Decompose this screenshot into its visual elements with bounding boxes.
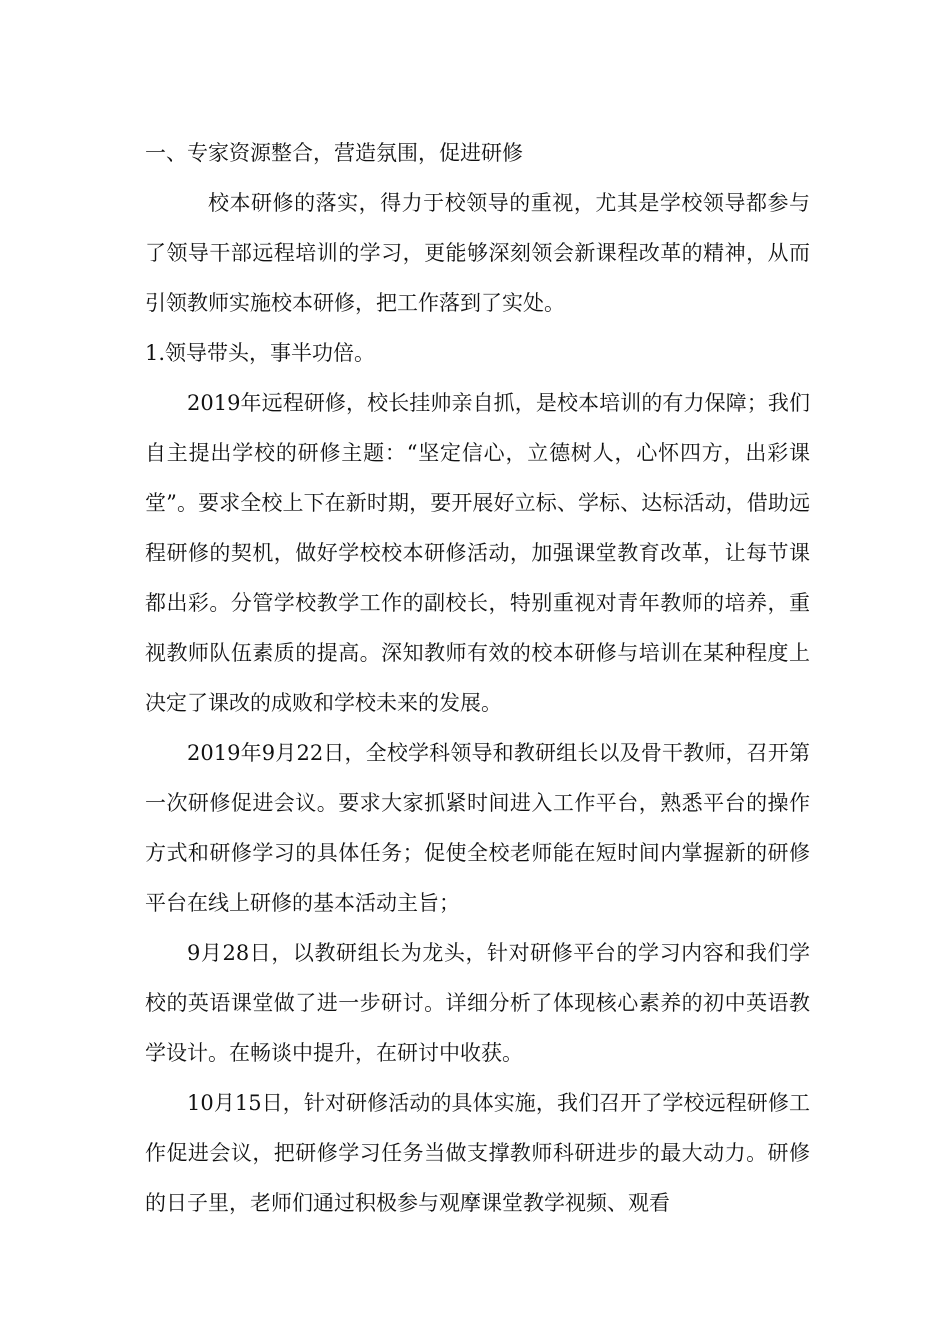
paragraph-sept-22: 2019年9月22日，全校学科领导和教研组长以及骨干教师，召开第一次研修促进会议。要求大家抓紧时间进入工作平台，熟悉平台的操作方式和研修学习的具体任务；促使全校老师能在短时间内掌握新的研修平台在线上研修的基本活动主旨； — [145, 741, 810, 915]
paragraph-sept-28: 9月28日，以教研组长为龙头，针对研修平台的学习内容和我们学校的英语课堂做了进一步研讨。详细分析了体现核心素养的初中英语教学设计。在畅谈中提升，在研讨中收获。 — [145, 941, 810, 1065]
paragraph-principal: 2019年远程研修，校长挂帅亲自抓，是校本培训的有力保障；我们自主提出学校的研修主题：“坚定信心，立德树人，心怀四方，出彩课堂”。要求全校上下在新时期，要开展好立标、学标、达标活动，借助远程研修的契机，做好学校校本研修活动，加强课堂教育改革，让每节课都出彩。分管学校教学工作的副校长，特别重视对青年教师的培养，重视教师队伍素质的提高。深知教师有效的校本研修与培训在某种程度上决定了课改的成败和学校未来的发展。 — [145, 391, 810, 715]
paragraph-oct-15: 10月15日，针对研修活动的具体实施，我们召开了学校远程研修工作促进会议，把研修学习任务当做支撑教师科研进步的最大动力。研修的日子里，老师们通过积极参与观摩课堂教学视频、观看 — [145, 1091, 810, 1215]
document-body — [145, 128, 810, 1228]
intro-paragraph: 校本研修的落实，得力于校领导的重视，尤其是学校领导都参与了领导干部远程培训的学习，更能够深刻领会新课程改革的精神，从而引领教师实施校本研修，把工作落到了实处。 — [145, 191, 810, 315]
subheading-leadership: 1.领导带头，事半功倍。 — [145, 341, 376, 365]
section-heading: 一、专家资源整合，营造氛围，促进研修 — [145, 141, 523, 165]
